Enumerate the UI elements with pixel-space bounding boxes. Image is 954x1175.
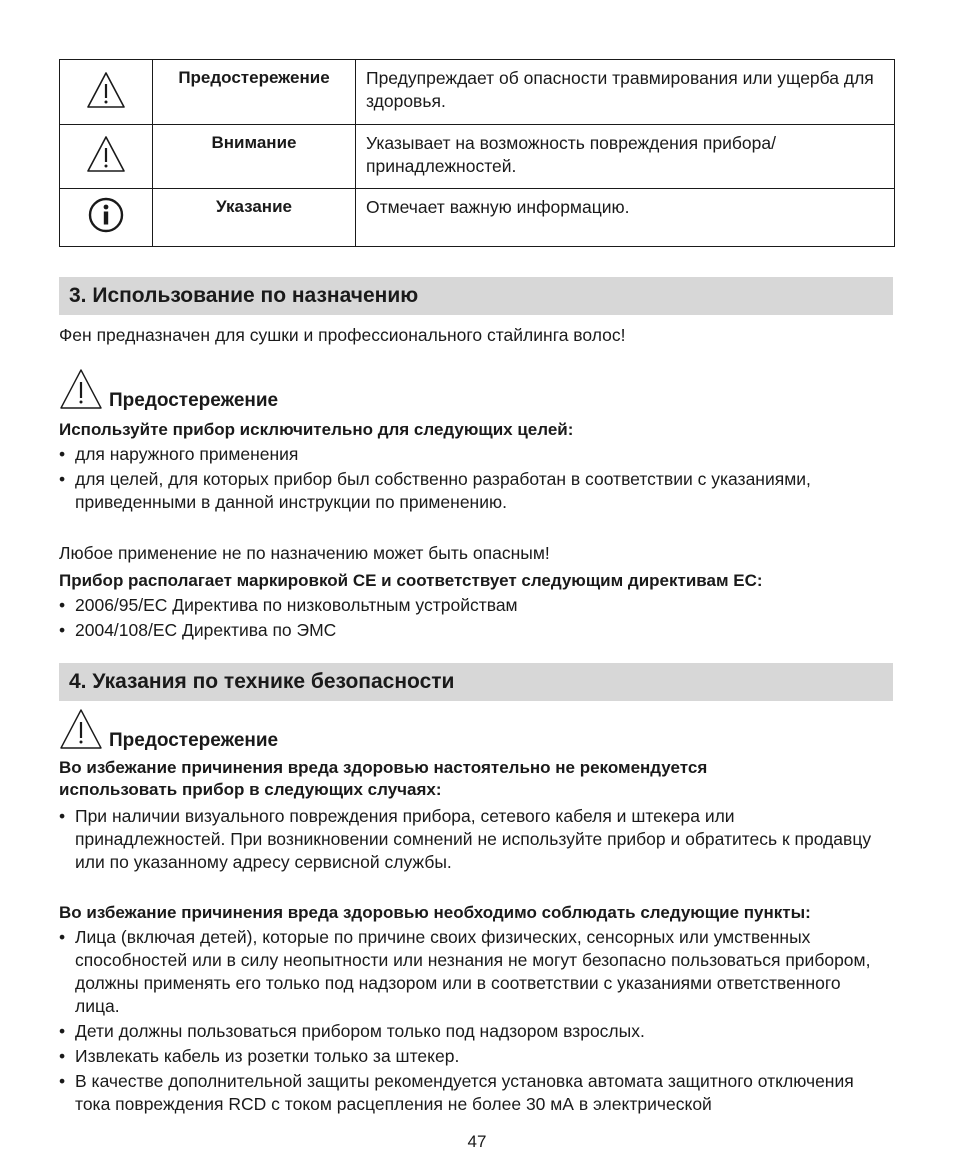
symbol-description: Предупреждает об опасности травмирования или ущерба для здоровья. xyxy=(356,60,895,125)
warning-triangle-icon xyxy=(60,125,153,189)
table-row xyxy=(60,189,895,247)
list-item: • Дети должны пользоваться прибором только под надзором взрослых. xyxy=(59,1020,889,1043)
avoid-heading-line: использовать прибор в следующих случаях: xyxy=(59,780,442,799)
symbol-term: Указание xyxy=(153,189,356,247)
table-row xyxy=(60,125,895,189)
list-item: • 2006/95/ЕС Директива по низковольтным устройствам xyxy=(59,594,889,617)
warning-triangle-icon xyxy=(59,708,103,750)
symbol-description: Указывает на возможность повреждения прибора/ принадлежностей. xyxy=(356,125,895,189)
symbol-table xyxy=(59,59,895,247)
warning-title: Предостережение xyxy=(109,730,279,751)
safety-list xyxy=(59,926,889,1118)
list-item: • 2004/108/ЕС Директива по ЭМС xyxy=(59,619,889,642)
warning-title: Предостережение xyxy=(109,390,279,411)
usage-list xyxy=(59,443,889,516)
list-item: • В качестве дополнительной защиты рекомендуется установка автомата защитного отключения тока повреждения RCD с током расцепления не более 30 мА в электрической xyxy=(59,1070,889,1116)
list-item: • для целей, для которых прибор был собственно разработан в соответствии с указаниями, приведенными в данной инструкции по применению. xyxy=(59,468,889,514)
intro-text: Фен предназначен для сушки и профессионального стайлинга волос! xyxy=(59,325,626,345)
avoid-list xyxy=(59,805,889,876)
section-heading: 3. Использование по назначению xyxy=(59,277,893,315)
section-heading: 4. Указания по технике безопасности xyxy=(59,663,893,701)
table-row xyxy=(60,60,895,125)
symbol-description: Отмечает важную информацию. xyxy=(356,189,895,247)
usage-heading: Используйте прибор исключительно для следующих целей: xyxy=(59,420,574,439)
list-item: • Извлекать кабель из розетки только за штекер. xyxy=(59,1045,889,1068)
info-circle-icon xyxy=(60,189,153,247)
warning-triangle-icon xyxy=(59,368,103,410)
directive-list xyxy=(59,594,889,644)
avoid-heading-line: Во избежание причинения вреда здоровью настоятельно не рекомендуется xyxy=(59,758,708,777)
list-item: • При наличии визуального повреждения прибора, сетевого кабеля и штекера или принадлежностей. При возникновении сомнений не используйте прибор и обратитесь к продавцу или по указанному адресу сервисной службы. xyxy=(59,805,889,874)
symbol-term: Предостережение xyxy=(153,60,356,125)
safety-heading: Во избежание причинения вреда здоровью необходимо соблюдать следующие пункты: xyxy=(59,903,811,922)
symbol-term: Внимание xyxy=(153,125,356,189)
ce-heading: Прибор располагает маркировкой СЕ и соответствует следующим директивам ЕС: xyxy=(59,571,763,590)
list-item: • Лица (включая детей), которые по причине своих физических, сенсорных или умственных способностей или в силу неопытности или незнания не могут безопасно пользоваться прибором, должны применять его только под надзором или в соответствии с указаниями ответственного лица. xyxy=(59,926,889,1018)
warning-triangle-icon xyxy=(60,60,153,125)
page-number: 47 xyxy=(467,1132,487,1151)
list-item: • для наружного применения xyxy=(59,443,889,466)
misuse-note: Любое применение не по назначению может быть опасным! xyxy=(59,543,550,563)
